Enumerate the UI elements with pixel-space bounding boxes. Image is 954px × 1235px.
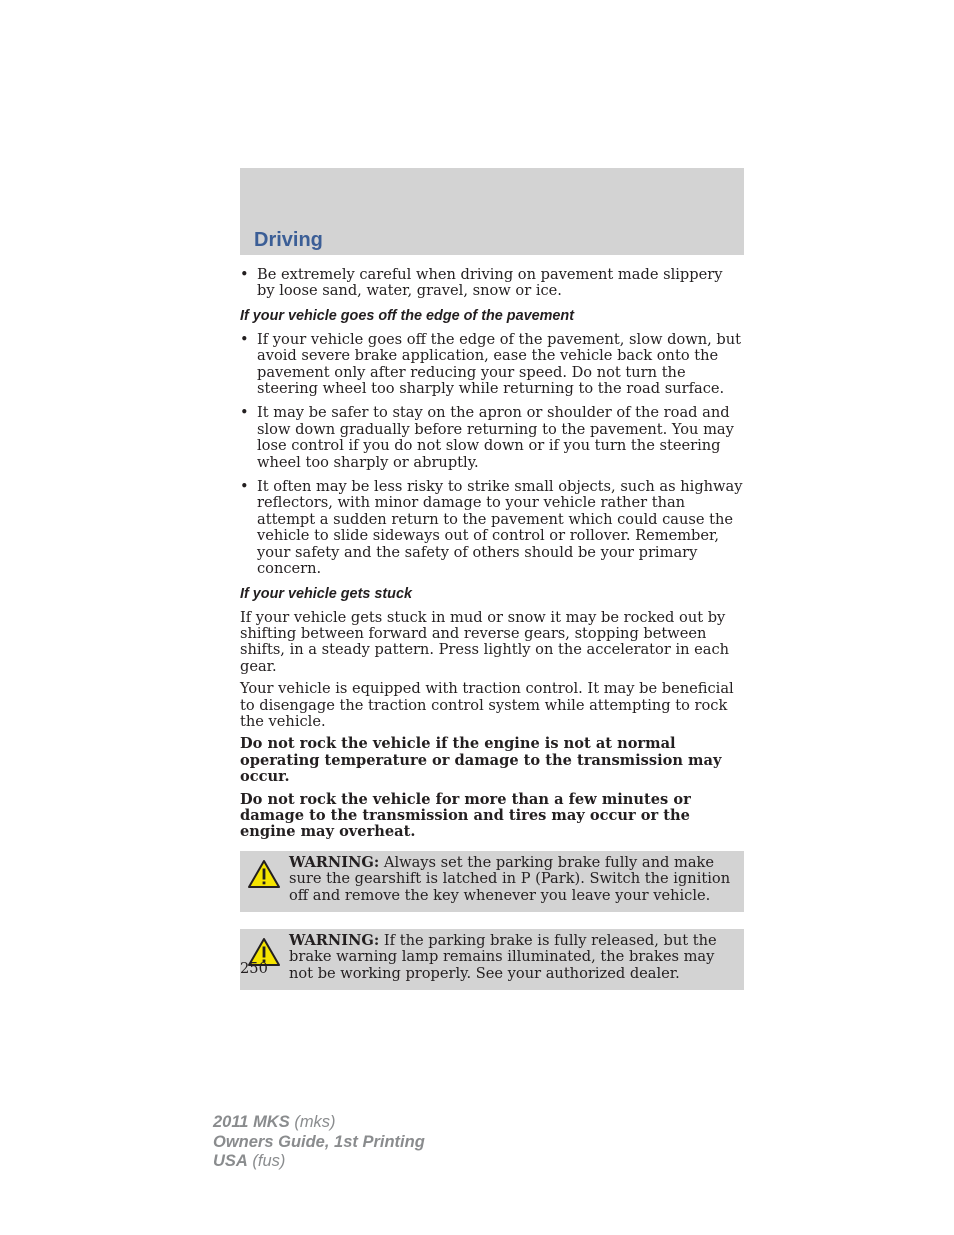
footer-line-market xyxy=(213,1152,425,1172)
paragraph: If your vehicle gets stuck in mud or snow it may be rocked out by shifting between forward and reverse gears, stopping between shifts, in a steady pattern. Press lightly on the accelerator in each gear. xyxy=(240,608,730,675)
paragraph: Your vehicle is equipped with traction control. It may be beneficial to disengage the traction control system while attempting to rock the vehicle. xyxy=(240,680,734,730)
bullet-glyph: • xyxy=(240,266,249,283)
bullet-glyph: • xyxy=(240,330,249,348)
bullet-glyph: • xyxy=(240,478,249,496)
footer-line-model xyxy=(213,1113,425,1133)
warning-text: Always set the parking brake fully and make sure the gearshift is latched in P (Park). Switch the ignition off and remove the key whenever you leave your vehicle. xyxy=(289,853,731,904)
page-content xyxy=(240,267,744,990)
footer-printing: Owners Guide, 1st Printing xyxy=(213,1132,425,1151)
subheading-stuck: If your vehicle gets stuck xyxy=(240,585,412,602)
footer-line-printing xyxy=(213,1133,425,1153)
bullet-text: If your vehicle goes off the edge of the pavement, slow down, but avoid severe brake application, ease the vehicle back onto the pavement only after reducing your speed. Do not turn the steering wheel too sharply while returning to the road surface. xyxy=(257,330,742,398)
warning-label: WARNING: xyxy=(289,932,380,949)
bullet-text: Be extremely careful when driving on pavement made slippery by loose sand, water, gravel, snow or ice. xyxy=(257,266,723,300)
bullet-item xyxy=(240,267,744,300)
bold-notice: Do not rock the vehicle for more than a few minutes or damage to the transmission and tires may occur or the engine may overheat. xyxy=(240,790,691,841)
section-title: Driving xyxy=(254,229,323,251)
warning-triangle-icon xyxy=(247,859,281,889)
footer-model: 2011 MKS xyxy=(213,1113,290,1131)
bullet-glyph: • xyxy=(240,404,249,422)
section-header-band xyxy=(240,168,744,255)
bullet-text: It may be safer to stay on the apron or shoulder of the road and slow down gradually before returning to the pavement. You may lose control if you do not slow down or if you turn the steering wheel too sharply or abruptly. xyxy=(257,404,734,471)
bullet-item xyxy=(240,479,744,577)
page-number: 250 xyxy=(240,960,268,977)
footer-market-code: (fus) xyxy=(247,1152,286,1170)
footer-model-code: (mks) xyxy=(289,1113,336,1131)
document-footer xyxy=(213,1113,425,1172)
bullet-item xyxy=(240,405,744,471)
bold-notice: Do not rock the vehicle if the engine is not at normal operating temperature or damage to the transmission may occur. xyxy=(240,735,722,786)
warning-label: WARNING: xyxy=(289,853,380,871)
warning-box xyxy=(240,929,744,990)
warning-box xyxy=(240,851,744,912)
bullet-text: It often may be less risky to strike small objects, such as highway reflectors, with minor damage to your vehicle rather than attempt a sudden return to the pavement which could cause the vehicle to slide sideways out of control or rollover. Remember, your safety and the safety of others should be your primary concern. xyxy=(257,478,743,578)
footer-market: USA xyxy=(213,1152,248,1170)
subheading-off-edge: If your vehicle goes off the edge of the pavement xyxy=(240,307,574,324)
warning-text: If the parking brake is fully released, but the brake warning lamp remains illuminated, the brakes may not be working properly. See your authorized dealer. xyxy=(289,932,717,982)
bullet-item xyxy=(240,332,744,398)
